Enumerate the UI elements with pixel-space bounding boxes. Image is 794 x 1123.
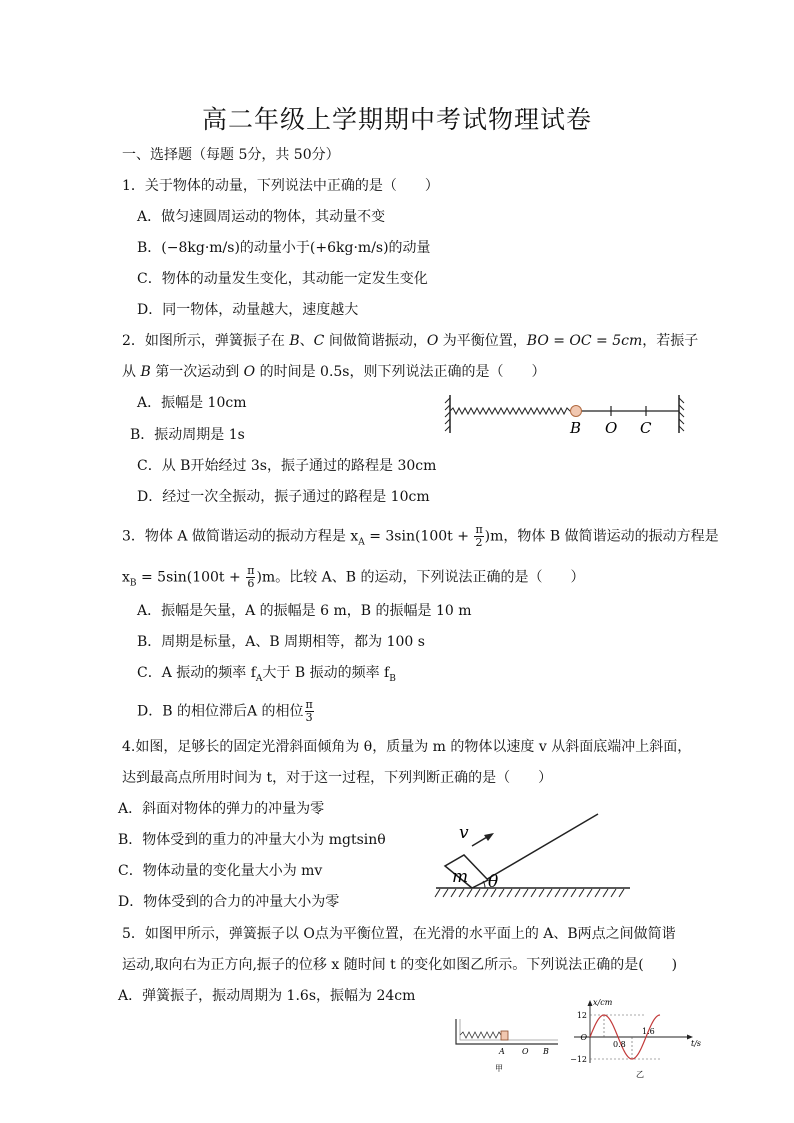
oscillator-ball (571, 406, 582, 417)
theta-label: θ (488, 872, 499, 892)
q2-spring-figure (443, 389, 688, 441)
mass-label: m (452, 867, 469, 887)
q3-option-b: B．周期是标量，A、B 周期相等，都为 100 s (137, 634, 425, 650)
q4-stem-line2: 达到最高点所用时间为 t，对于这一过程，下列判断正确的是（ ） (122, 770, 553, 786)
q4-stem-line1: 4.如图，足够长的固定光滑斜面倾角为 θ，质量为 m 的物体以速度 v 从斜面底端冲上斜面， (122, 739, 692, 755)
fraction-numerator: π (475, 523, 483, 536)
q3-text: 大于 B 振动的频率 f (262, 665, 390, 681)
label-a: A (499, 1047, 505, 1056)
section-heading: 一、选择题（每题 5分，共 50分） (122, 147, 340, 163)
q2-var-o: O (426, 333, 439, 349)
q2-text: 的时间是 0.5s，则下列说法正确的是（ ） (255, 364, 546, 380)
spring-small (460, 1032, 501, 1038)
exam-title: 高二年级上学期期中考试物理试卷 (201, 105, 592, 134)
q2-var-o: O (243, 364, 256, 380)
q1-stem: 1．关于物体的动量，下列说法中正确的是（ ） (122, 178, 439, 194)
q3-sub: B (389, 673, 396, 684)
label-o: O (522, 1047, 529, 1056)
q1-option-d: D．同一物体，动量越大，速度越大 (137, 302, 359, 318)
q2-text: 从 (122, 364, 141, 380)
q3-text: = 3sin(100t + (364, 528, 474, 545)
q2-text: 第一次运动到 (150, 364, 244, 380)
fraction-denominator: 6 (247, 577, 255, 590)
q2-text: 2．如图所示，弹簧振子在 (122, 333, 290, 349)
fraction-pi-over-2 (474, 524, 483, 549)
q2-option-b: B．振动周期是 1s (130, 427, 245, 443)
q2-option-c: C．从 B开始经过 3s，振子通过的路程是 30cm (137, 458, 437, 474)
q2-text: ，若振子 (642, 333, 699, 349)
ground-hatch (435, 889, 624, 897)
y-axis-arrow (588, 1000, 593, 1006)
label-o: O (605, 419, 618, 437)
q5-xt-graph (568, 997, 710, 1079)
tick-label-0.8: 0.8 (613, 1040, 626, 1049)
fraction-pi-over-3 (305, 699, 314, 724)
tick-label-12: 12 (576, 1011, 587, 1020)
wall-inner (460, 1019, 558, 1040)
q2-stem-line1 (122, 331, 698, 351)
q2-text: 间做简谐振动， (324, 333, 427, 349)
q1-option-a: A．做匀速圆周运动的物体，其动量不变 (137, 209, 386, 225)
q2-stem-line2 (122, 362, 546, 382)
fraction-denominator: 2 (475, 536, 483, 549)
label-b: B (570, 419, 582, 437)
q3-stem-line1 (122, 524, 719, 552)
q4-option-a: A．斜面对物体的弹力的冲量为零 (118, 801, 325, 817)
q3-sub-a: A (358, 537, 365, 548)
q2-var-b: B (289, 333, 300, 349)
q3-option-c (137, 663, 396, 689)
fraction-numerator: π (305, 698, 313, 711)
q2-equation: BO = OC = 5cm (526, 333, 643, 349)
small-block (501, 1031, 508, 1040)
origin-label: O (580, 1033, 587, 1042)
label-b: B (543, 1047, 549, 1056)
fraction-pi-over-6 (246, 565, 255, 590)
q3-text: D．B 的相位滞后A 的相位 (137, 703, 304, 720)
q2-var-b: B (140, 364, 151, 380)
q3-stem-line2 (122, 565, 584, 593)
q4-option-b: B．物体受到的重力的冲量大小为 mgtsinθ (118, 832, 386, 848)
q3-text: C．A 振动的频率 f (137, 665, 256, 681)
q3-text: )m，物体 B 做简谐运动的振动方程是 (484, 528, 719, 545)
q2-var-c: C (313, 333, 325, 349)
q3-text: )m。比较 A、B 的运动，下列说法正确的是（ ） (256, 569, 585, 586)
q2-text: 为平衡位置， (438, 333, 527, 349)
q3-sub-b: B (129, 578, 137, 589)
label-c: C (640, 419, 652, 437)
fraction-denominator: 3 (305, 711, 313, 724)
q2-option-a: A．振幅是 10cm (137, 395, 247, 411)
q2-text: 、 (299, 333, 314, 349)
q3-text: = 5sin(100t + (136, 569, 246, 586)
y-axis-label: x/cm (593, 998, 613, 1007)
q4-option-c: C．物体动量的变化量大小为 mv (118, 863, 323, 879)
fraction-numerator: π (247, 564, 255, 577)
q5-stem-line1: 5．如图甲所示，弹簧振子以 O点为平衡位置，在光滑的水平面上的 A、B两点之间做简谐 (122, 926, 676, 942)
q5-fig-jia (450, 1013, 562, 1075)
q3-sub: A (255, 673, 263, 684)
q5-option-a: A．弹簧振子，振动周期为 1.6s，振幅为 24cm (118, 988, 416, 1004)
q1-option-c: C．物体的动量发生变化，其动能一定发生变化 (137, 271, 428, 287)
q3-text: x (122, 569, 130, 586)
velocity-arrow-head (484, 833, 494, 841)
caption-jia: 甲 (495, 1064, 503, 1073)
tick-label-1.6: 1.6 (642, 1027, 655, 1036)
q3-option-a: A．振幅是矢量，A 的振幅是 6 m，B 的振幅是 10 m (137, 603, 472, 619)
q3-text: 3．物体 A 做简谐运动的振动方程是 x (122, 528, 359, 545)
q5-stem-line2: 运动,取向右为正方向,振子的位移 x 随时间 t 的变化如图乙所示。下列说法正确的是( ) (122, 957, 678, 973)
q4-incline-figure (432, 808, 634, 904)
q4-option-d: D．物体受到的合力的冲量大小为零 (118, 894, 340, 910)
caption-yi: 乙 (636, 1070, 644, 1079)
tick-label-neg12: −12 (570, 1055, 587, 1064)
q3-option-d (137, 699, 315, 724)
spring (450, 408, 571, 414)
q1-option-b: B．(−8kg·m/s)的动量小于(+6kg·m/s)的动量 (137, 240, 431, 256)
q2-option-d: D．经过一次全振动，振子通过的路程是 10cm (137, 489, 430, 505)
velocity-label: v (459, 823, 469, 843)
x-axis-label: t/s (691, 1039, 702, 1048)
